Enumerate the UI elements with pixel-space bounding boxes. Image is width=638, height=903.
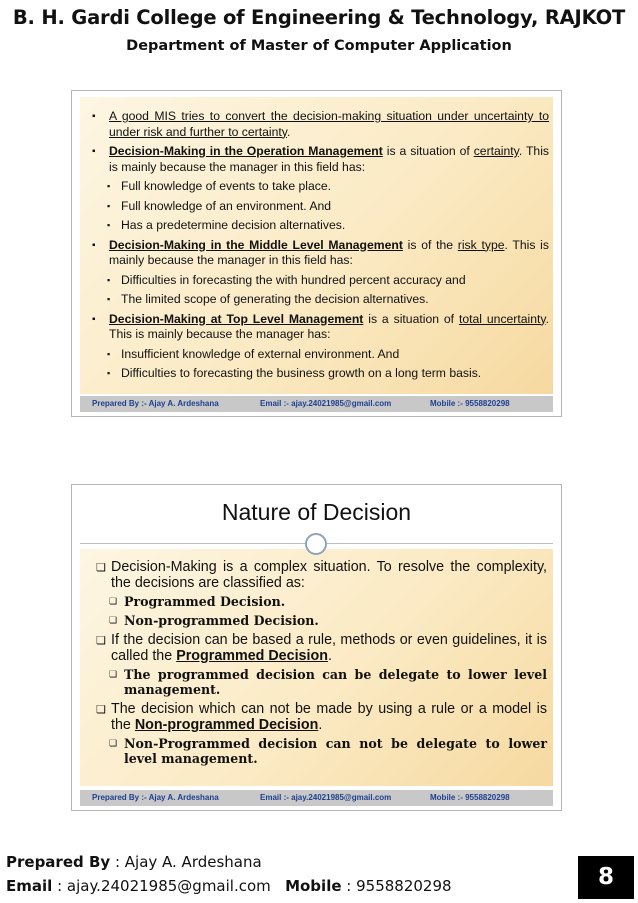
sub-bullet: ▪ Full knowledge of an environment. And [84, 199, 549, 215]
bullet-operation-management: ▪ Decision-Making in the Operation Management is a situation of certainty. This is mainly because the manager in this field has: [84, 144, 549, 175]
bullet-non-programmed-decision: ❏ The decision which can not be made by using a rule or a model is the Non-programmed Decision. [84, 701, 547, 733]
sub-bullet: ▪ The limited scope of generating the decision alternatives. [84, 292, 549, 308]
college-title: B. H. Gardi College of Engineering & Technology, RAJKOT [12, 6, 626, 29]
bullet-complex-situation: ❏ Decision-Making is a complex situation. To resolve the complexity, the decisions are classified as: [84, 559, 547, 591]
page-number: 8 [578, 856, 634, 899]
footer-mobile: Mobile :- 9558820298 [430, 793, 510, 802]
sub-bullet: ▪ Difficulties in forecasting the with hundred percent accuracy and [84, 273, 549, 289]
bullet-programmed-decision: ❏ If the decision can be based a rule, methods or even guidelines, it is called the Programmed Decision. [84, 632, 547, 664]
slide-nature-of-decision [71, 484, 562, 811]
circle-ornament-icon [305, 533, 327, 555]
footer-prepared: Prepared By :- Ajay A. Ardeshana [92, 399, 219, 408]
page-footer-prepared: Prepared By : Ajay A. Ardeshana [6, 853, 262, 871]
bullet-top-management: ▪ Decision-Making at Top Level Management is a situation of total uncertainty. This is mainly because the manager has: [84, 312, 549, 343]
sub-bullet: ❏ Non-programmed Decision. [84, 613, 547, 628]
page-footer-contact: Email : ajay.24021985@gmail.com Mobile : 9558820298 [6, 877, 452, 895]
footer-prepared: Prepared By :- Ajay A. Ardeshana [92, 793, 219, 802]
bullet-mis-goal: ▪ A good MIS tries to convert the decision-making situation under uncertainty to under risk and further to certainty. [84, 109, 549, 140]
slide-content-panel [80, 549, 553, 786]
sub-bullet: ❏ Programmed Decision. [84, 594, 547, 609]
slide-title: Nature of Decision [221, 499, 412, 525]
sub-bullet: ▪ Insufficient knowledge of external environment. And [84, 347, 549, 363]
sub-bullet: ▪ Difficulties to forecasting the business growth on a long term basis. [84, 366, 549, 382]
slide-footer [80, 396, 553, 412]
bullet-middle-management: ▪ Decision-Making in the Middle Level Management is of the risk type. This is mainly because the manager in this field has: [84, 238, 549, 269]
sub-bullet: ▪ Has a predetermine decision alternatives. [84, 218, 549, 234]
slide-content-panel [80, 97, 553, 394]
sub-bullet: ▪ Full knowledge of events to take place. [84, 179, 549, 195]
footer-email: Email :- ajay.24021985@gmail.com [260, 399, 392, 408]
footer-mobile: Mobile :- 9558820298 [430, 399, 510, 408]
slide-mis-decision-making [71, 90, 562, 417]
sub-bullet: ❏ The programmed decision can be delegate to lower level management. [84, 667, 547, 697]
sub-bullet: ❏ Non-Programmed decision can not be delegate to lower level management. [84, 736, 547, 766]
footer-email: Email :- ajay.24021985@gmail.com [260, 793, 392, 802]
slide-footer [80, 790, 553, 806]
department-title: Department of Master of Computer Application [126, 38, 512, 54]
